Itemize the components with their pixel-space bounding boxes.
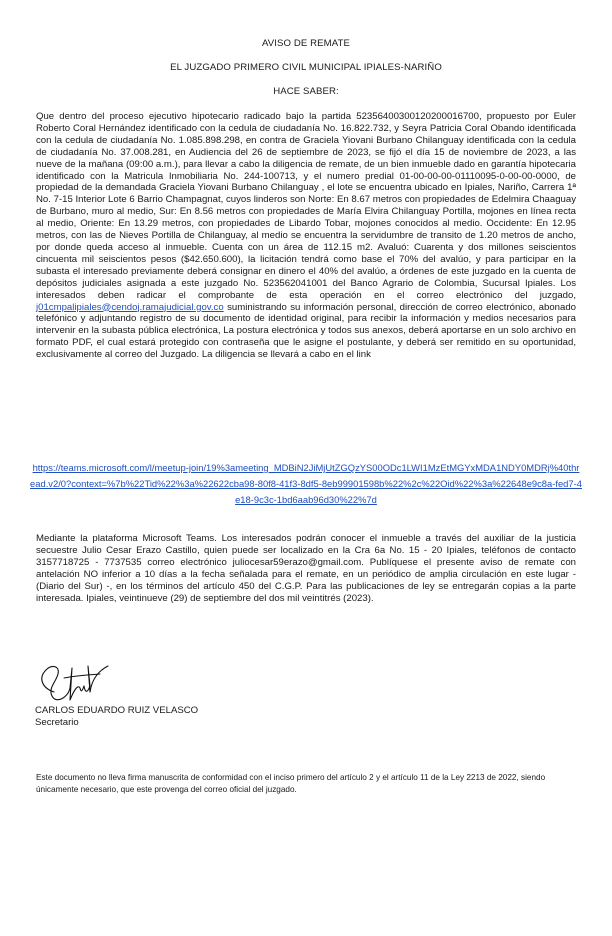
main-paragraph-text-1: Que dentro del proceso ejecutivo hipotecario radicado bajo la partida 52356400300120200016700, propuesto por Euler Roberto Coral Hernández identificado con la cedula de ciudadanía No. 16.822.732, y Seyra Patricia Coral Obando identificada con la cedula de ciudadanía No. 1.085.898.298, en contra de Graciela Yiovani Burbano Chilanguay identificada con la cedula de ciudadanía No. 37.008.281, en Audiencia del 26 de septiembre de 2023, se fijó el día 15 de noviembre de 2023, a las nueve de la mañana (09:00 a.m.), para llevar a cabo la diligencia de remate, de un bien inmueble dado en garantía hipotecaria identificado con la Matricula Inmobiliaria No. 244-100713, y el numero predial 01-00-00-00-01110095-0-00-00-0000, de propiedad de la demandada Graciela Yiovani Burbano Chilanguay , el lote se encuentra ubicado en Ipiales, Nariño, Carrera 1ª No. 7-15 Interior Lote 6 Barrio Champagnat, cuyos linderos son Norte: En 8.67 metros con propiedades de Edelmira Chaaguay de Burbano, muro al medio, Sur: En 8.56 metros con propiedades de María Elvira Chilanguay Portilla, mojones en línea recta al medio, Oriente: En 13.29 metros, con propiedades de Libardo Tobar, mojones conocidos al medio. Occidente: En 12.95 metros, con las de Nieves Portilla de Chilanguay, al medio se encuentra la servidumbre de transito de 1.20 metros de ancho, por donde queda acceso al inmueble. Cuenta con un área de 112.15 m2. Avaluó: Cuarenta y dos millones seiscientos cincuenta mil seiscientos pesos ($42.650.600), la licitación tendrá como base el 70% del avalúo, y para participar en la subasta el interesado previamente deberá consignar en dinero el 40% del avalúo, a órdenes de este juzgado en la cuenta de depósitos judiciales asignada a este juzgado No. 523562041001 del Banco Agrario de Colombia, Sucursal Ipiales. Los interesados deben radicar el comprobante de esta operación en el correo electrónico del juzgado, (36, 111, 576, 301)
teams-link[interactable] (30, 460, 582, 507)
document-title: AVISO DE REMATE (261, 38, 351, 49)
footer-note: Este documento no lleva firma manuscrita de conformidad con el inciso primero del artículo 2 y el artículo 11 de la Ley 2213 de 2022, siendo únicamente necesario, que este provenga del correo oficial del juzgado. (36, 773, 546, 795)
teams-link-text[interactable]: https://teams.microsoft.com/l/meetup-join/19%3ameeting_MDBiN2JiMjUtZGQzYS00ODc1LWI1MzEtMGYxMDA1NDY0MDRj%40thread.v2/0?context=%7b%22Tid%22%3a%22622cba98-80f8-41f3-8df5-8eb99901598b%22%2c%22Oid%22%3a%22648e9c8a-fed7-4e18-9c3c-1bd6aab96d30%22%7d (30, 462, 582, 505)
main-paragraph (36, 111, 576, 361)
court-name: EL JUZGADO PRIMERO CIVIL MUNICIPAL IPIALES-NARIÑO (170, 62, 442, 73)
court-email-link[interactable]: j01cmpalipiales@cendoj.ramajudicial.gov.co (36, 301, 224, 313)
main-paragraph-text-2: suministrando su información personal, dirección de correo electrónico, abonado telefónico y adjuntando registro de su documento de identidad original, para recibir la información y medios necesarios para intervenir en la subasta pública electrónica, La postura electrónica y todos sus anexos, deberá aportarse en un solo archivo en formato PDF, el cual estará protegido con contraseña que le asigne el postulante, y deberá ser remitido en su oportunidad, exclusivamente al correo del Juzgado. La diligencia se llevará a cabo en el link (36, 301, 576, 361)
subheading: HACE SABER: (273, 86, 339, 97)
signer-role: Secretario (35, 717, 79, 728)
signer-name: CARLOS EDUARDO RUIZ VELASCO (35, 705, 199, 716)
handwritten-signature-icon (34, 648, 114, 710)
second-paragraph: Mediante la plataforma Microsoft Teams. Los interesados podrán conocer el inmueble a través del auxiliar de la justicia secuestre Julio Cesar Erazo Castillo, quien puede ser localizado en la Cra 6a No. 15 - 20 Ipiales, teléfonos de contacto 3157718725 - 7737535 correo electrónico juliocesar59erazo@gmail.com. Publíquese el presente aviso de remate con antelación NO inferior a 10 días a la fecha señalada para el remate, en un periódico de amplia circulación en este lugar -(Diario del Sur) -, en los términos del artículo 450 del C.G.P. Para las publicaciones de ley se entregarán copias a la parte interesada. Ipiales, veintinueve (29) de septiembre del dos mil veintitrés (2023). (36, 533, 576, 604)
